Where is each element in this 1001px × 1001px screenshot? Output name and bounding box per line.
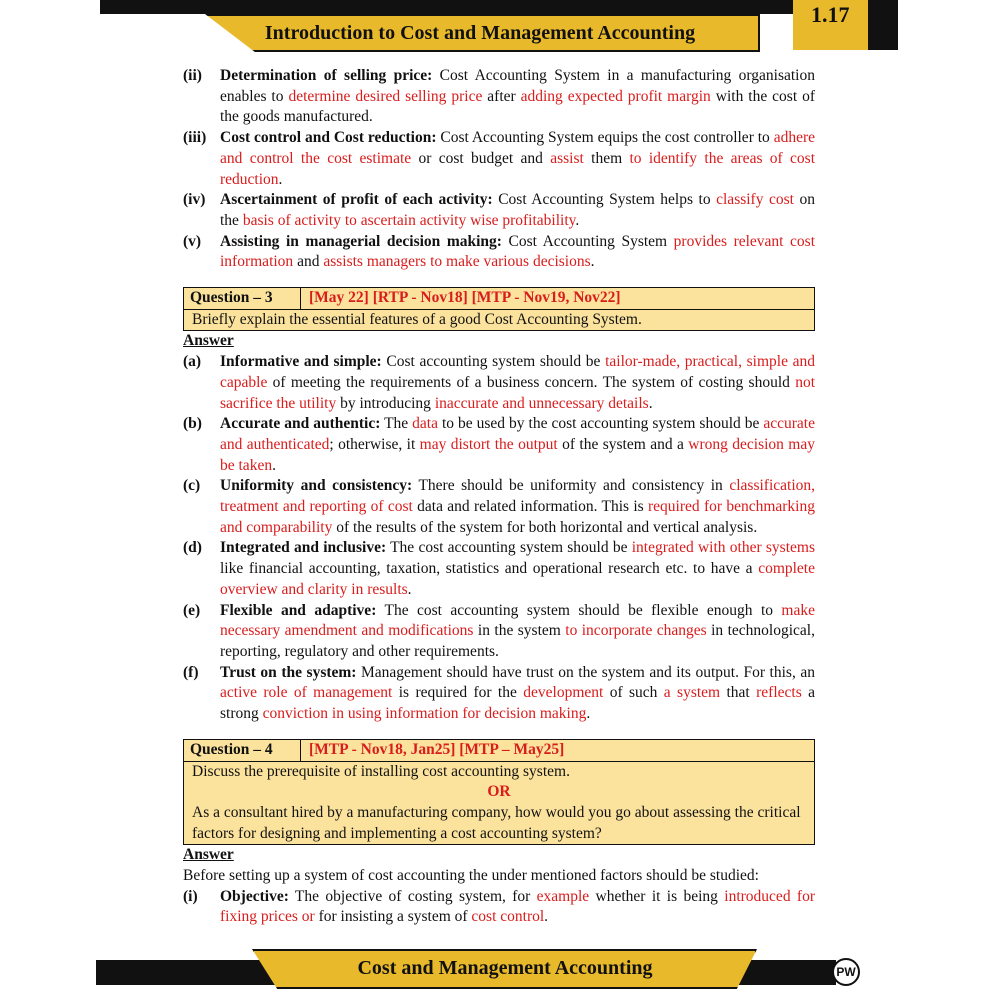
- item-text-run: to be used by the cost accounting system should be: [438, 415, 764, 433]
- item-number: (v): [183, 232, 202, 250]
- highlighted-text: development: [523, 684, 604, 702]
- item-text-run: .: [544, 908, 549, 926]
- item-number: (b): [183, 415, 202, 433]
- item-text-run: There should be uniformity and consistency in: [412, 477, 730, 495]
- question-4-box: [183, 739, 815, 846]
- page-number: 1.17: [811, 2, 850, 27]
- item-heading: Uniformity and consistency:: [220, 477, 413, 495]
- item-number: (i): [183, 887, 198, 905]
- item-text-run: of the results of the system for both horizontal and vertical analysis.: [332, 518, 758, 536]
- list-selling-price-items: [183, 66, 815, 273]
- item-text-run: The cost accounting system should be: [386, 539, 632, 557]
- highlighted-text: accurate and authenticated: [220, 415, 815, 453]
- item-heading: Integrated and inclusive:: [220, 539, 387, 557]
- item-number: (a): [183, 353, 202, 371]
- highlighted-text: assists managers to make various decisions: [323, 253, 591, 271]
- question-3-ref: [May 22] [RTP - Nov18] [MTP - Nov19, Nov22]: [309, 289, 621, 307]
- item-text-run: The: [380, 415, 413, 433]
- item-number: (c): [183, 477, 201, 495]
- item-text-run: or cost budget and: [411, 149, 551, 167]
- item-text-run: .: [648, 394, 653, 412]
- highlighted-text: basis of activity to ascertain activity wise profitability: [242, 211, 576, 229]
- item-text-run: a strong: [220, 684, 815, 723]
- list-item: [183, 352, 815, 414]
- highlighted-text: a system: [663, 684, 721, 702]
- item-text-run: is required for the: [392, 684, 524, 702]
- highlighted-text: make necessary amendment and modifications: [220, 601, 815, 640]
- item-text-run: .: [575, 211, 580, 229]
- question-4-or: OR: [487, 783, 511, 801]
- item-text-run: Cost accounting system should be: [381, 353, 606, 371]
- highlighted-text: inaccurate and unnecessary details: [434, 394, 649, 412]
- header-bar: [100, 0, 872, 14]
- item-text-run: Cost Accounting System helps to: [492, 191, 717, 209]
- list-features: [183, 352, 815, 725]
- list-prerequisites: [183, 887, 815, 928]
- item-text: [220, 352, 815, 414]
- highlighted-text: example: [536, 887, 590, 905]
- highlighted-text: adhere and control the cost estimate: [220, 129, 815, 167]
- item-heading: Determination of selling price:: [220, 67, 433, 84]
- item-text-run: .: [590, 253, 595, 271]
- item-text-run: that: [720, 684, 757, 702]
- highlighted-text: classification, treatment and reporting of cost: [220, 477, 815, 516]
- item-text-run: Cost Accounting System equips the cost controller to: [436, 129, 774, 147]
- item-text-run: on the: [220, 191, 815, 229]
- highlighted-text: provides relevant cost information: [220, 232, 815, 271]
- item-heading: Assisting in managerial decision making:: [220, 232, 502, 250]
- item-text-run: data and related information. This is: [412, 498, 648, 516]
- highlighted-text: data: [412, 415, 438, 433]
- item-text: [220, 66, 815, 128]
- item-text: [220, 190, 815, 231]
- list-item: [183, 476, 815, 538]
- highlighted-text: wrong decision may be taken: [220, 435, 815, 474]
- list-item: [183, 663, 815, 725]
- list-item: [183, 887, 815, 928]
- highlighted-text: not sacrifice the utility: [220, 373, 815, 412]
- item-text-run: of meeting the requirements of a business concern. The system of costing should: [267, 373, 796, 391]
- item-number: (iii): [183, 129, 207, 147]
- highlighted-text: complete overview and clarity in results: [220, 560, 815, 598]
- chapter-title: Introduction to Cost and Management Accounting: [264, 22, 696, 44]
- highlighted-text: classify cost: [716, 191, 794, 209]
- item-heading: Objective:: [220, 887, 289, 905]
- item-text-run: by introducing: [336, 394, 435, 412]
- answer-heading: Answer: [183, 332, 234, 350]
- list-item: [183, 538, 815, 600]
- highlighted-text: adding expected profit margin: [520, 87, 711, 105]
- item-number: (e): [183, 601, 201, 619]
- item-number: (f): [183, 663, 199, 681]
- item-text: [220, 414, 815, 476]
- highlighted-text: determine desired selling price: [288, 87, 483, 105]
- list-item: [183, 414, 815, 476]
- item-text: [220, 232, 815, 273]
- item-text-run: .: [407, 580, 412, 598]
- item-text-run: with the cost of the goods manufactured.: [220, 87, 815, 126]
- item-text-run: Management should have trust on the system and its output. For this, an: [356, 663, 815, 681]
- highlighted-text: tailor-made, practical, simple and capable: [220, 353, 815, 391]
- item-heading: Accurate and authentic:: [220, 415, 381, 433]
- item-text-run: in the system: [473, 622, 566, 640]
- highlighted-text: conviction in using information for decision making: [262, 705, 587, 723]
- item-text: [220, 128, 815, 190]
- item-text: [220, 476, 815, 538]
- book-title: Cost and Management Accounting: [357, 957, 653, 979]
- item-text-run: The objective of costing system, for: [288, 887, 537, 905]
- list-item: [183, 66, 815, 128]
- highlighted-text: assist: [550, 149, 584, 167]
- item-heading: Ascertainment of profit of each activity:: [220, 191, 493, 209]
- question-3-label: Question – 3: [184, 288, 301, 309]
- list-item: [183, 128, 815, 190]
- highlighted-text: integrated with other systems: [631, 539, 815, 557]
- answer-intro: Before setting up a system of cost accounting the under mentioned factors should be studied:: [183, 867, 759, 885]
- question-4-text: Discuss the prerequisite of installing cost accounting system.: [192, 762, 570, 780]
- item-number: (d): [183, 539, 202, 557]
- highlighted-text: active role of management: [220, 684, 393, 702]
- item-number: (ii): [183, 67, 202, 84]
- list-item: [183, 601, 815, 663]
- item-text-run: .: [278, 170, 283, 188]
- item-text: [220, 887, 815, 928]
- question-3-box: [183, 287, 815, 331]
- question-4-ref: [MTP - Nov18, Jan25] [MTP – May25]: [309, 740, 565, 758]
- item-heading: Informative and simple:: [220, 353, 382, 371]
- item-text-run: The cost accounting system should be flexible enough to: [376, 601, 782, 619]
- highlighted-text: to incorporate changes: [565, 622, 707, 640]
- highlighted-text: cost control: [471, 908, 545, 926]
- highlighted-text: introduced for fixing prices or: [220, 887, 815, 926]
- answer-heading-2: Answer: [183, 846, 234, 864]
- page-number-edge: [868, 0, 898, 50]
- item-text-run: Cost Accounting System: [501, 232, 674, 250]
- highlighted-text: reflects: [756, 684, 802, 702]
- item-text-run: for insisting a system of: [314, 908, 472, 926]
- highlighted-text: may distort the output: [419, 435, 558, 453]
- question-4-alt-text: As a consultant hired by a manufacturing company, how would you go about assessing the critical factors for designing and implementing a cost accounting system?: [192, 803, 801, 842]
- item-text-run: in technological, reporting, regulatory and other requirements.: [220, 622, 815, 660]
- item-text-run: .: [272, 456, 276, 474]
- list-item: [183, 232, 815, 273]
- item-text-run: .: [586, 705, 591, 723]
- page-content: [183, 66, 815, 928]
- pw-logo: PW: [832, 958, 860, 986]
- item-heading: Cost control and Cost reduction:: [220, 129, 437, 147]
- item-text-run: whether it is being: [589, 887, 725, 905]
- item-text-run: and: [293, 253, 324, 271]
- question-4-label: Question – 4: [184, 740, 301, 761]
- question-3-text: Briefly explain the essential features of a good Cost Accounting System.: [192, 310, 642, 328]
- item-text-run: them: [583, 149, 630, 167]
- list-item: [183, 190, 815, 231]
- item-text-run: Cost Accounting System in a manufacturing organisation enables to: [220, 67, 815, 105]
- item-text-run: after: [482, 87, 521, 105]
- item-text: [220, 601, 815, 663]
- item-heading: Flexible and adaptive:: [220, 601, 377, 619]
- highlighted-text: to identify the areas of cost reduction: [220, 149, 816, 188]
- item-text-run: of the system and a: [557, 435, 689, 453]
- highlighted-text: required for benchmarking and comparability: [220, 498, 815, 536]
- page-number-box: [793, 0, 868, 50]
- item-text-run: of such: [603, 684, 664, 702]
- item-text-run: like financial accounting, taxation, statistics and operational research etc. to have a: [220, 560, 759, 578]
- item-heading: Trust on the system:: [220, 663, 357, 681]
- item-text-run: ; otherwise, it: [329, 435, 420, 453]
- item-number: (iv): [183, 191, 206, 209]
- item-text: [220, 663, 815, 725]
- item-text: [220, 538, 815, 600]
